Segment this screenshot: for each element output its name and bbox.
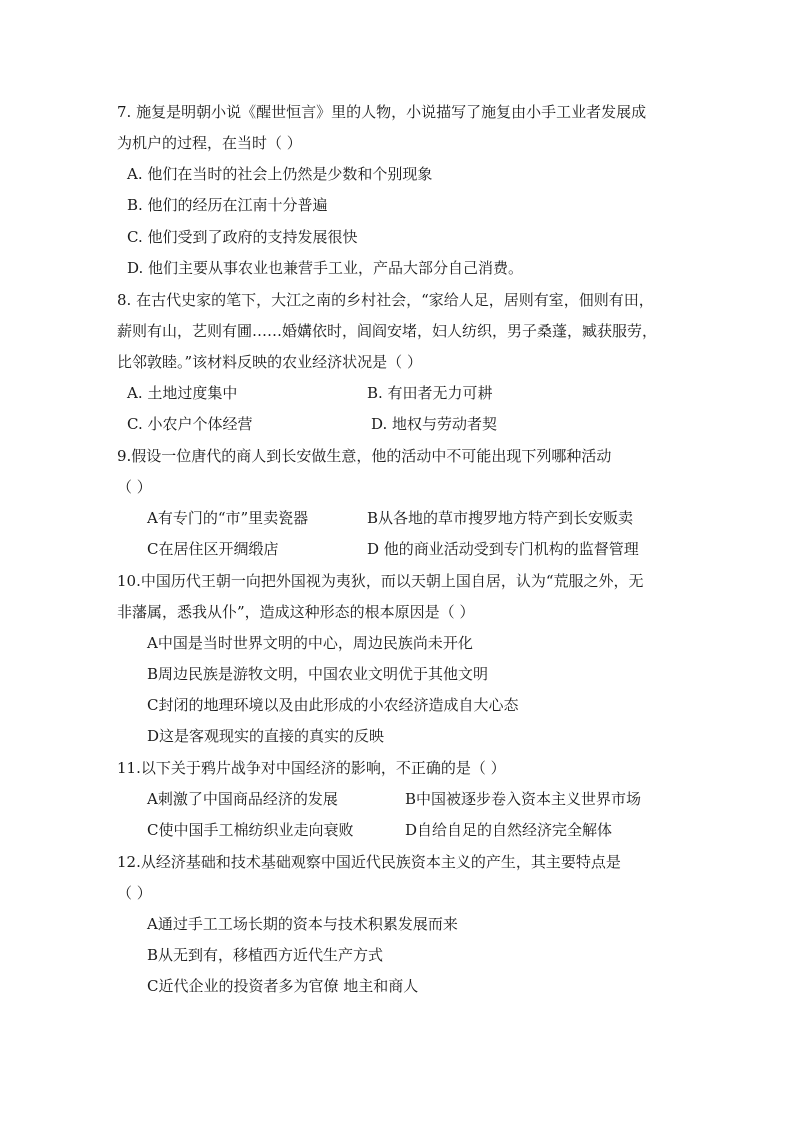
q12-option-a: A通过手工工场长期的资本与技术积累发展而来 [147, 915, 458, 933]
q9-option-d: D 他的商业活动受到专门机构的监督管理 [367, 540, 639, 558]
q10-stem-line-2: 非藩属，悉我从仆”，造成这种形态的根本原因是（ ） [117, 603, 475, 621]
q8-option-b: B. 有田者无力可耕 [367, 384, 493, 402]
q7-option-b: B. 他们的经历在江南十分普遍 [127, 196, 328, 214]
q8-stem-line-2: 薪则有山，艺则有圃……婚媾依时，闾阎安堵，妇人纺织，男子桑蓬，臧获服劳， [117, 322, 658, 340]
q9-option-a: A有专门的“市”里卖瓷器 [147, 509, 309, 527]
q8-option-c: C. 小农户个体经营 [127, 415, 253, 433]
q8-stem-line-1: 8. 在古代史家的笔下，大江之南的乡村社会，“家给人足，居则有室，佃则有田， [117, 291, 654, 309]
q9-option-b: B从各地的草市搜罗地方特产到长安贩卖 [367, 509, 634, 527]
q12-option-b: B从无到有，移植西方近代生产方式 [147, 946, 384, 964]
q9-stem-line-1: 9.假设一位唐代的商人到长安做生意，他的活动中不可能出现下列哪种活动 [117, 447, 612, 465]
q8-option-d: D. 地权与劳动者契 [371, 415, 498, 433]
q12-stem-line-1: 12.从经济基础和技术基础观察中国近代民族资本主义的产生，其主要特点是 [117, 853, 621, 871]
q8-stem-line-3: 比邻敦睦。”该材料反映的农业经济状况是（ ） [117, 353, 422, 371]
q7-option-a: A. 他们在当时的社会上仍然是少数和个别现象 [127, 165, 433, 183]
q10-option-d: D这是客观现实的直接的真实的反映 [147, 727, 385, 745]
q11-option-c: C使中国手工棉纺织业走向衰败 [147, 821, 354, 839]
q10-option-b: B周边民族是游牧文明，中国农业文明优于其他文明 [147, 665, 489, 683]
q7-stem-line-2: 为机户的过程，在当时（ ） [117, 134, 302, 152]
q10-option-a: A中国是当时世界文明的中心，周边民族尚未开化 [147, 634, 473, 652]
q7-option-d: D. 他们主要从事农业也兼营手工业，产品大部分自己消费。 [127, 259, 524, 277]
q10-option-c: C封闭的地理环境以及由此形成的小农经济造成自大心态 [147, 696, 519, 714]
q10-stem-line-1: 10.中国历代王朝一向把外国视为夷狄，而以天朝上国自居，认为“荒服之外，无 [117, 572, 644, 590]
q11-stem-line-1: 11.以下关于鸦片战争对中国经济的影响，不正确的是（ ） [117, 759, 506, 777]
q12-option-c: C近代企业的投资者多为官僚 地主和商人 [147, 977, 419, 995]
q7-option-c: C. 他们受到了政府的支持发展很快 [127, 228, 358, 246]
q11-option-b: B中国被逐步卷入资本主义世界市场 [405, 790, 642, 808]
q11-option-d: D自给自足的自然经济完全解体 [405, 821, 613, 839]
q9-stem-line-2: （ ） [117, 478, 152, 496]
q9-option-c: C在居住区开绸缎店 [147, 540, 279, 558]
q11-option-a: A刺激了中国商品经济的发展 [147, 790, 338, 808]
q8-option-a: A. 土地过度集中 [127, 384, 238, 402]
q12-stem-line-2: （ ） [117, 884, 152, 902]
q7-stem-line-1: 7. 施复是明朝小说《醒世恒言》里的人物，小说描写了施复由小手工业者发展成 [117, 103, 647, 121]
